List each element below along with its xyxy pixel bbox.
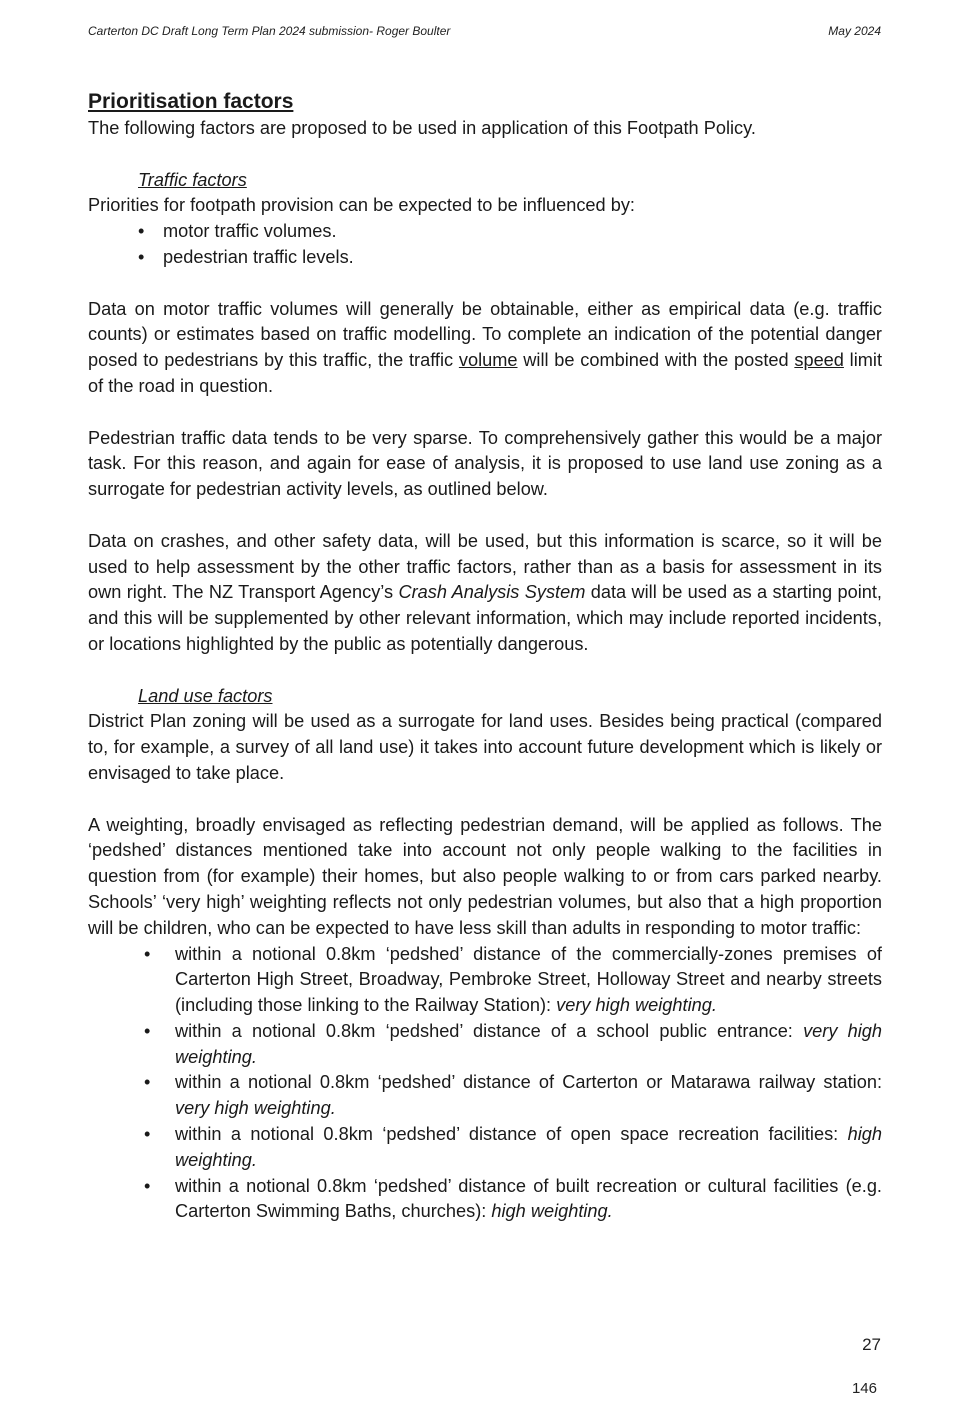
list-item-text: motor traffic volumes. [163, 221, 337, 242]
zoning-paragraph: District Plan zoning will be used as a surrogate for land uses. Besides being practical (compared to, for example, a survey of all land use) it takes into account future development which is likely or envisaged to take place. [88, 711, 882, 783]
list-item [88, 245, 882, 271]
list-item [88, 1174, 882, 1226]
list-item-text: within a notional 0.8km ‘pedshed’ distance of a school public entrance: [175, 1020, 804, 1041]
header-date: May 2024 [828, 24, 881, 38]
list-item [88, 1122, 882, 1174]
list-item-text: within a notional 0.8km ‘pedshed’ distance of Carterton or Matarawa railway station: [175, 1072, 882, 1093]
list-item [88, 1070, 882, 1122]
document-body [88, 88, 882, 1225]
weighting-label: high weighting. [175, 1124, 882, 1170]
section-title: Prioritisation factors [88, 90, 294, 113]
weighting-label: very high weighting. [175, 1020, 882, 1067]
list-item-text: within a notional 0.8km ‘pedshed’ distance of the commercially-zones premises of Carterton High Street, Broadway, Pembroke Street, Holloway Street and nearby streets (including those linking to the Railway Station): [175, 943, 882, 1016]
bullet-icon: • [144, 1072, 151, 1093]
weighting-label: very high weighting. [175, 1098, 336, 1119]
paragraph-text: will be combined with the posted [517, 350, 795, 371]
paragraph-text: Data on crashes, and other safety data, will be used, but this information is scarce, so it will be used to help assessment by the other traffic factors, rather than as a basis for assessment in its own right. The NZ Transport Agency’s [88, 530, 882, 603]
bullet-icon: • [144, 1124, 151, 1145]
weighting-label: very high weighting. [556, 995, 717, 1016]
header-title: Carterton DC Draft Long Term Plan 2024 submission- Roger Boulter [88, 24, 451, 38]
bullet-icon: • [144, 1175, 151, 1196]
list-item [88, 942, 882, 1019]
paragraph-text: limit of the road in question. [88, 350, 882, 396]
land-use-factors-heading: Land use factors [138, 685, 273, 706]
bullet-icon: • [138, 221, 145, 242]
pedestrian-traffic-paragraph: Pedestrian traffic data tends to be very sparse. To comprehensively gather this would be a major task. For this reason, and again for ease of analysis, it is proposed to use land use zoning as a surrogate for pedestrian activity levels, as outlined below. [88, 427, 882, 500]
document-page-number: 146 [851, 1380, 877, 1397]
list-item [88, 219, 882, 245]
paragraph-text: data will be used as a starting point, and this will be supplemented by other relevant information, which may include reported incidents, or locations highlighted by the public as potentially dangerous. [88, 582, 882, 654]
underlined-term: speed [794, 350, 844, 371]
page-header [88, 24, 881, 40]
italic-term: Crash Analysis System [398, 582, 586, 603]
traffic-bullet-list [88, 219, 882, 271]
bullet-icon: • [138, 246, 145, 267]
motor-traffic-paragraph [88, 297, 882, 400]
page-number: 27 [862, 1335, 881, 1354]
weighting-label: high weighting. [491, 1201, 613, 1222]
weighting-paragraph: A weighting, broadly envisaged as reflecting pedestrian demand, will be applied as follows. The ‘pedshed’ distances mentioned take into account not only people walking to the facilities in question from (for example) their homes, but also people walking to or from cars parked nearby. Schools’ ‘very high’ weighting reflects not only pedestrian volumes, but also that a high proportion will be children, who can be expected to have less skill than adults in responding to motor traffic: [88, 814, 882, 938]
paragraph-text: Data on motor traffic volumes will generally be obtainable, either as empirical data (e.g. traffic counts) or estimates based on traffic modelling. To complete an indication of the potential danger posed to pedestrians by this traffic, the traffic [88, 298, 882, 371]
list-item-text: within a notional 0.8km ‘pedshed’ distance of built recreation or cultural facilities (e.g. Carterton Swimming Baths, churches): [175, 1175, 882, 1222]
weighting-bullet-list [88, 942, 882, 1226]
bullet-icon: • [144, 1020, 151, 1041]
list-item [88, 1019, 882, 1071]
traffic-lead-paragraph: Priorities for footpath provision can be expected to be influenced by: [88, 195, 635, 216]
list-item-text: pedestrian traffic levels. [163, 246, 354, 267]
intro-paragraph: The following factors are proposed to be used in application of this Footpath Policy. [88, 118, 756, 138]
crash-data-paragraph [88, 529, 882, 658]
list-item-text: within a notional 0.8km ‘pedshed’ distance of open space recreation facilities: [175, 1124, 848, 1145]
underlined-term: volume [458, 350, 518, 371]
traffic-factors-heading: Traffic factors [138, 169, 247, 190]
bullet-icon: • [144, 943, 151, 964]
